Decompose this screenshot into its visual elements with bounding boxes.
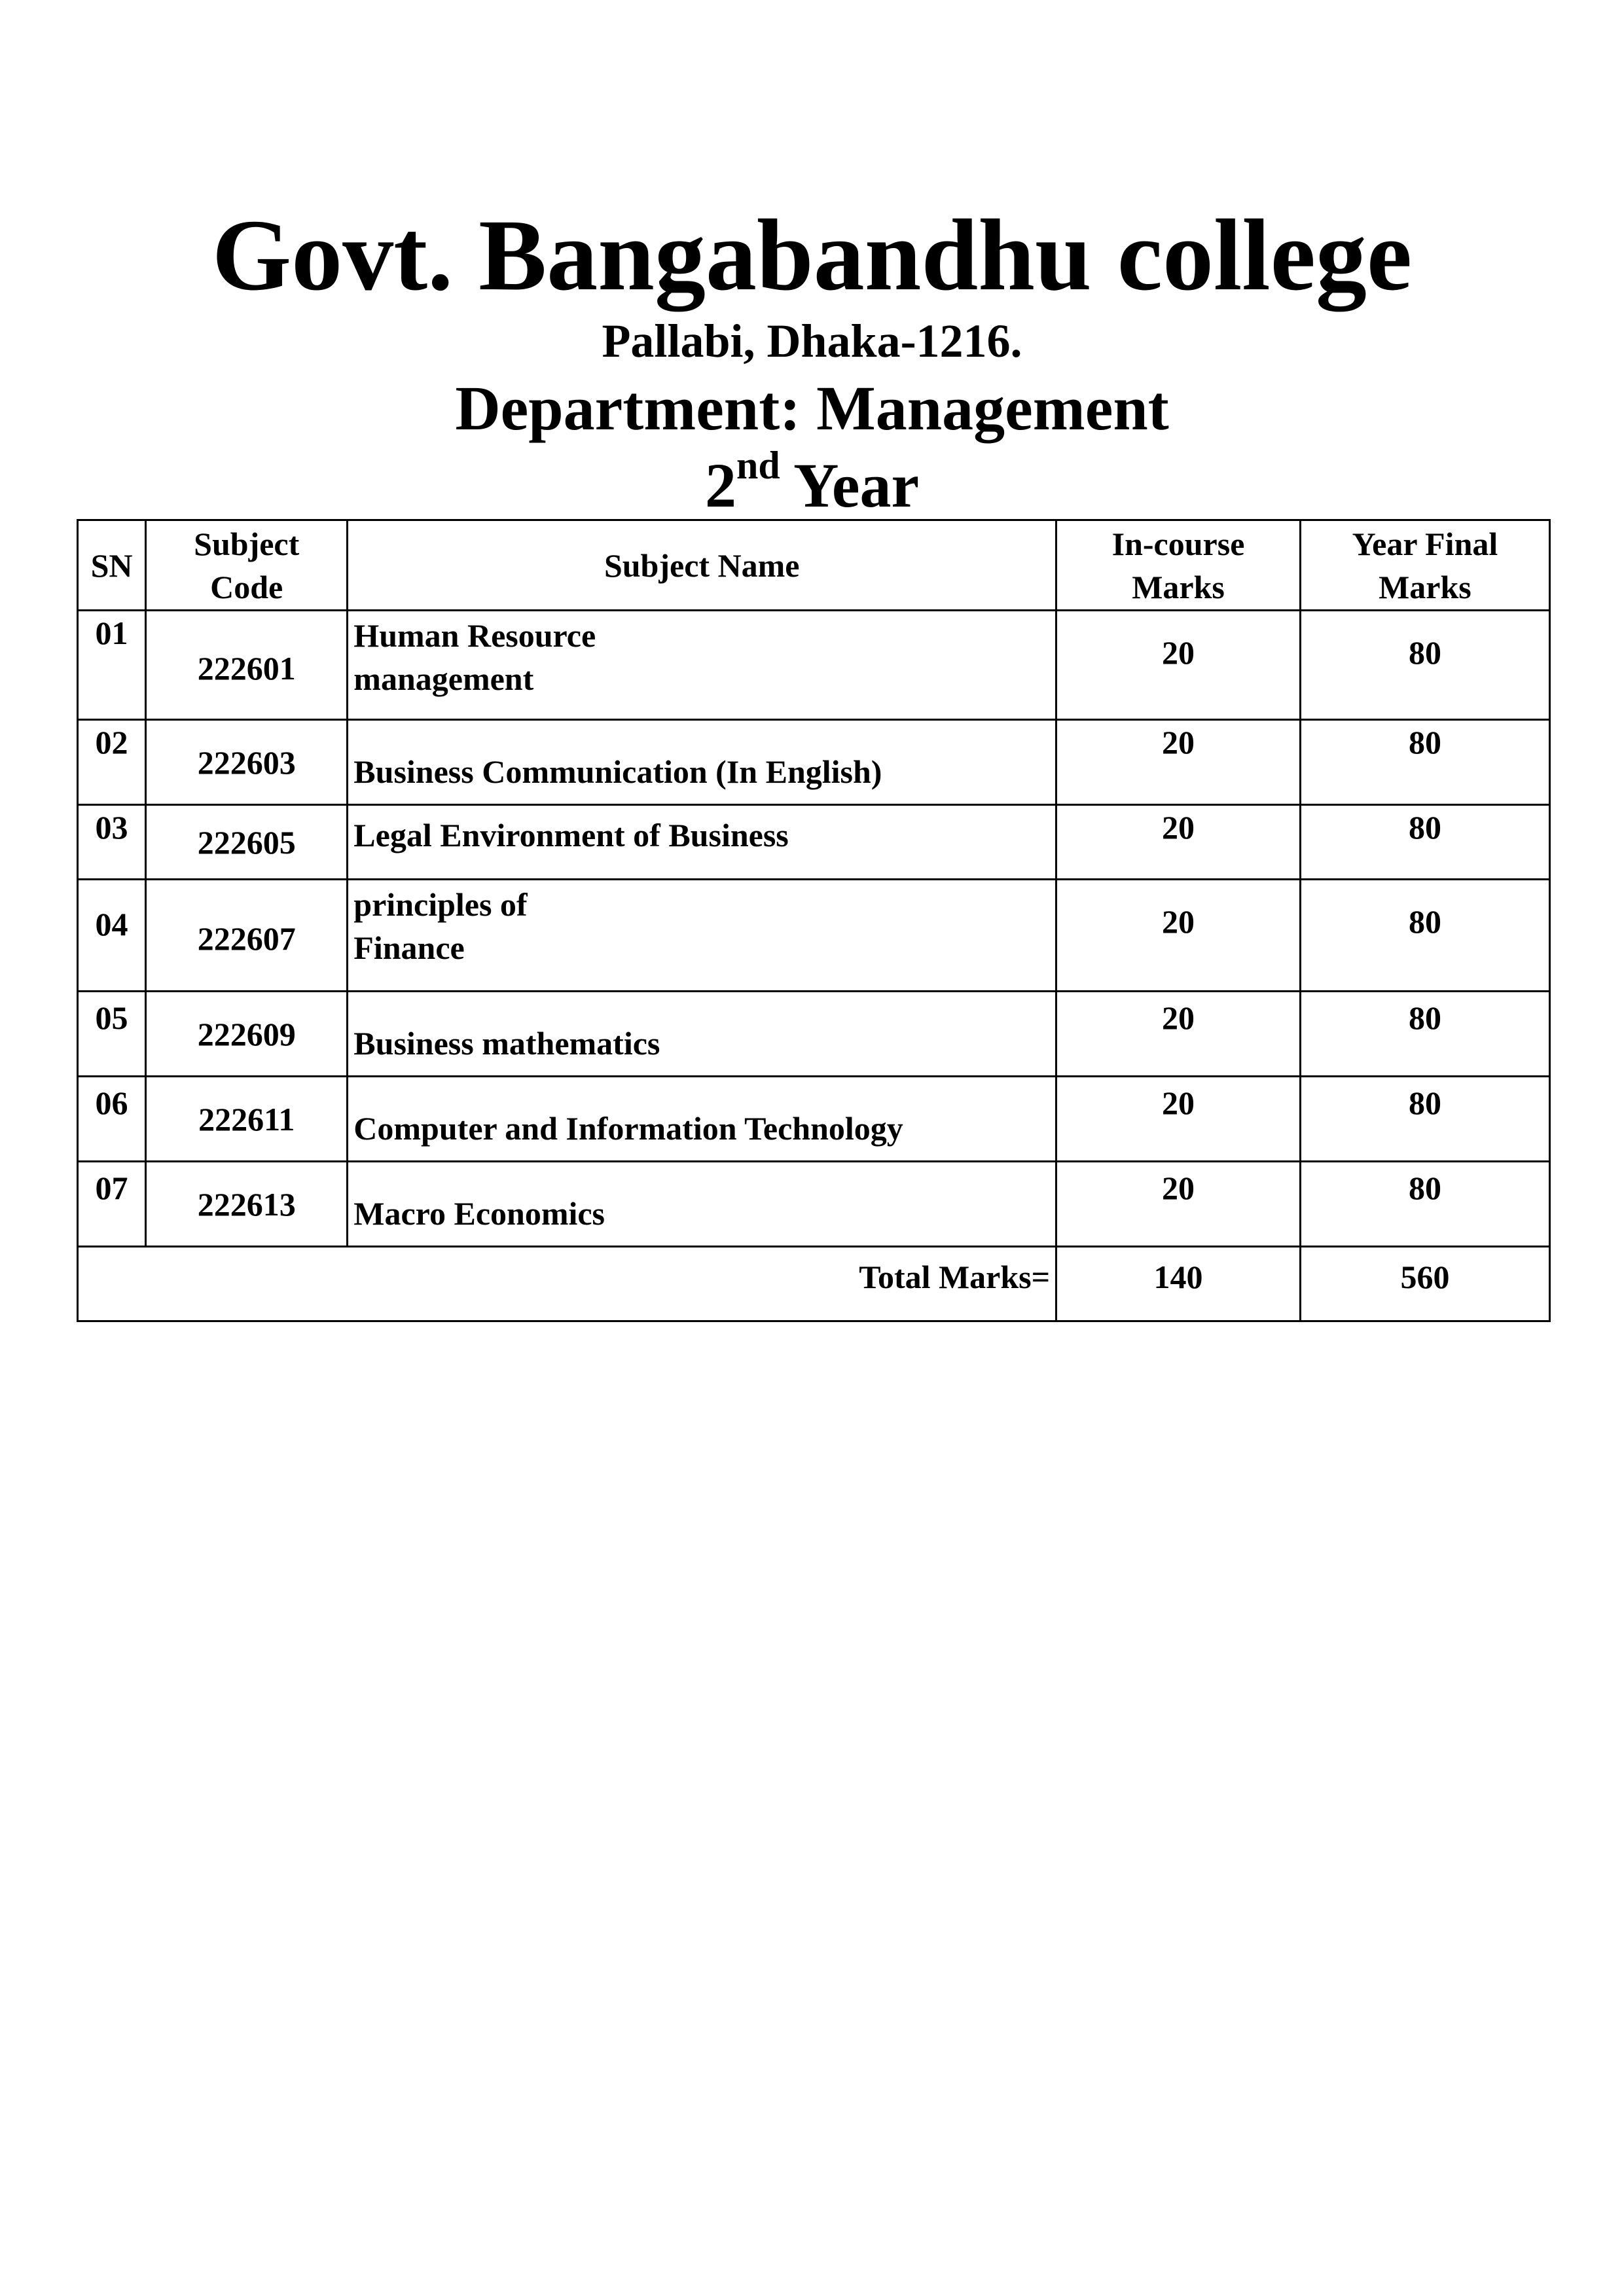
header-incourse-line1: In-course bbox=[1111, 525, 1245, 562]
row-subject-code: 222613 bbox=[146, 1162, 348, 1247]
total-incourse-marks: 140 bbox=[1056, 1247, 1301, 1321]
row-subject-name: Business mathematics bbox=[348, 992, 1056, 1077]
table-row bbox=[78, 992, 1550, 1077]
row-subject-name-line2: Finance bbox=[353, 929, 465, 966]
row-subject-code: 222607 bbox=[146, 880, 348, 992]
total-final-marks: 560 bbox=[1300, 1247, 1549, 1321]
row-sn: 01 bbox=[78, 611, 146, 720]
row-subject-name bbox=[348, 611, 1056, 720]
header-final-marks bbox=[1300, 520, 1549, 611]
row-incourse-marks: 20 bbox=[1056, 880, 1301, 992]
header-subject-code-line1: Subject bbox=[194, 525, 300, 562]
header-subject-name: Subject Name bbox=[348, 520, 1056, 611]
table-row bbox=[78, 720, 1550, 805]
row-incourse-marks: 20 bbox=[1056, 720, 1301, 805]
row-sn: 05 bbox=[78, 992, 146, 1077]
table-row bbox=[78, 1162, 1550, 1247]
total-row bbox=[78, 1247, 1550, 1321]
row-sn: 07 bbox=[78, 1162, 146, 1247]
row-final-marks: 80 bbox=[1300, 1077, 1549, 1162]
row-final-marks: 80 bbox=[1300, 992, 1549, 1077]
table-row bbox=[78, 880, 1550, 992]
table-row bbox=[78, 1077, 1550, 1162]
header-final-line2: Marks bbox=[1379, 568, 1471, 605]
row-incourse-marks: 20 bbox=[1056, 1162, 1301, 1247]
row-subject-name-line1: Human Resource bbox=[353, 617, 596, 654]
row-sn: 04 bbox=[78, 880, 146, 992]
row-subject-name-line2: management bbox=[353, 660, 534, 697]
row-final-marks: 80 bbox=[1300, 805, 1549, 880]
row-final-marks: 80 bbox=[1300, 611, 1549, 720]
row-incourse-marks: 20 bbox=[1056, 992, 1301, 1077]
row-subject-name: Macro Economics bbox=[348, 1162, 1056, 1247]
row-incourse-marks: 20 bbox=[1056, 805, 1301, 880]
row-subject-code: 222609 bbox=[146, 992, 348, 1077]
year-number: 2 bbox=[704, 450, 736, 520]
table-row bbox=[78, 805, 1550, 880]
year-suffix: nd bbox=[736, 444, 780, 487]
year-heading bbox=[0, 444, 1624, 522]
row-subject-name: Computer and Information Technology bbox=[348, 1077, 1056, 1162]
row-sn: 02 bbox=[78, 720, 146, 805]
college-title: Govt. Bangabandhu college bbox=[211, 198, 1413, 312]
subjects-table bbox=[77, 519, 1551, 1322]
header-incourse-line2: Marks bbox=[1132, 568, 1225, 605]
row-incourse-marks: 20 bbox=[1056, 1077, 1301, 1162]
row-subject-code: 222603 bbox=[146, 720, 348, 805]
table-row bbox=[78, 611, 1550, 720]
row-subject-name: Business Communication (In English) bbox=[348, 720, 1056, 805]
row-subject-name-line1: principles of bbox=[353, 886, 528, 923]
row-subject-name: Legal Environment of Business bbox=[348, 805, 1056, 880]
row-final-marks: 80 bbox=[1300, 720, 1549, 805]
row-subject-code: 222611 bbox=[146, 1077, 348, 1162]
college-address: Pallabi, Dhaka-1216. bbox=[602, 315, 1022, 367]
header-incourse-marks bbox=[1056, 520, 1301, 611]
header-subject-code bbox=[146, 520, 348, 611]
table-header-row bbox=[78, 520, 1550, 611]
row-sn: 03 bbox=[78, 805, 146, 880]
year-word: Year bbox=[793, 450, 920, 520]
row-final-marks: 80 bbox=[1300, 1162, 1549, 1247]
row-sn: 06 bbox=[78, 1077, 146, 1162]
total-marks-label: Total Marks= bbox=[78, 1247, 1056, 1321]
header-subject-code-line2: Code bbox=[210, 568, 283, 605]
header-sn: SN bbox=[78, 520, 146, 611]
row-subject-code: 222605 bbox=[146, 805, 348, 880]
department-heading: Department: Management bbox=[455, 373, 1169, 443]
row-subject-code: 222601 bbox=[146, 611, 348, 720]
row-incourse-marks: 20 bbox=[1056, 611, 1301, 720]
row-subject-name bbox=[348, 880, 1056, 992]
header-final-line1: Year Final bbox=[1352, 525, 1498, 562]
row-final-marks: 80 bbox=[1300, 880, 1549, 992]
